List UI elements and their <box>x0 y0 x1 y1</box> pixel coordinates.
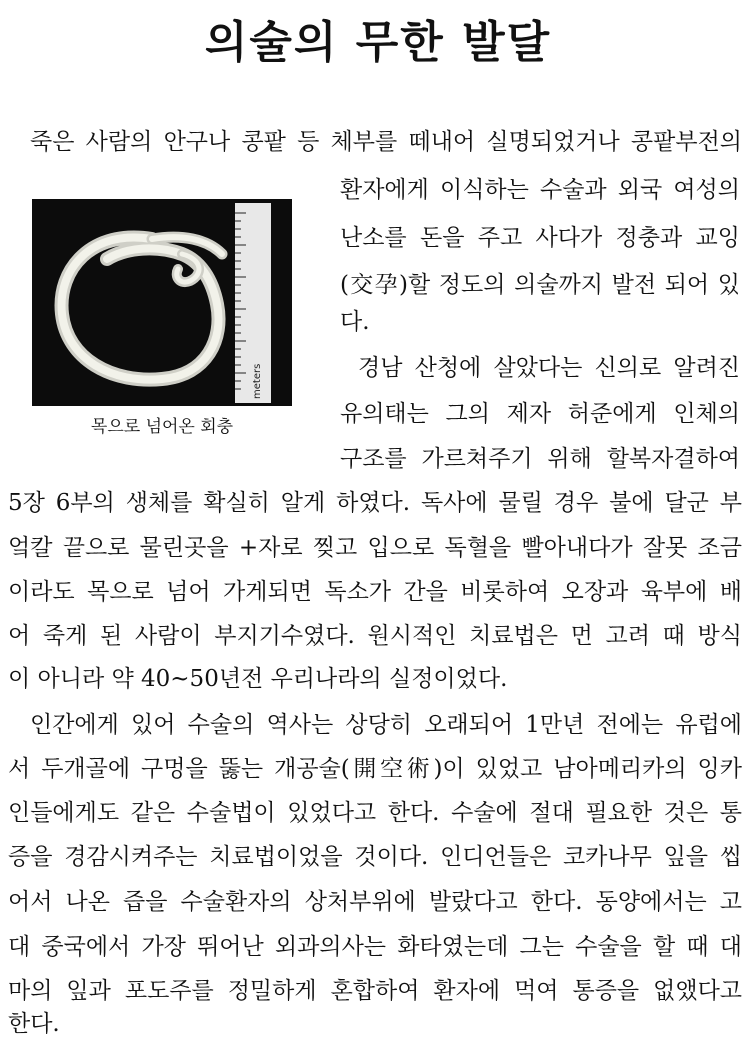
text-line: 인들에게도 같은 수술법이 있었다고 한다. 수술에 절대 필요한 것은 통 <box>8 800 742 826</box>
text-line: 증을 경감시켜주는 치료법이었을 것이다. 인디언들은 코카나무 잎을 씹 <box>8 844 742 870</box>
text-line: 어서 나온 즙을 수술환자의 상처부위에 발랐다고 한다. 동양에서는 고 <box>8 889 742 915</box>
text-line: 서 두개골에 구멍을 뚫는 개공술(開空術)이 있었고 남아메리카의 잉카 <box>8 756 742 782</box>
text-line: 환자에게 이식하는 수술과 외국 여성의 <box>340 177 740 203</box>
text-line: 구조를 가르쳐주기 위해 할복자결하여 <box>340 446 740 472</box>
text-line: 유의태는 그의 제자 허준에게 인체의 <box>340 401 740 427</box>
text-line: 5장 6부의 생체를 확실히 알게 하였다. 독사에 물릴 경우 불에 달군 부 <box>8 490 742 516</box>
text-line: 엌칼 끝으로 물린곳을 +자로 찢고 입으로 독혈을 빨아내다가 잘못 조금 <box>8 535 742 561</box>
text-line: 대 중국에서 가장 뛰어난 외과의사는 화타였는데 그는 수술을 할 때 대 <box>8 934 742 960</box>
text-line: 한다. <box>8 1011 60 1037</box>
roundworm-photo <box>32 199 292 406</box>
roundworm-illustration <box>32 199 292 406</box>
ruler-label: meters <box>252 363 263 399</box>
text-line: 다. <box>340 309 370 335</box>
text-line: 인간에게 있어 수술의 역사는 상당히 오래되어 1만년 전에는 유럽에 <box>30 712 742 738</box>
text-line: (交孕)할 정도의 의술까지 발전 되어 있 <box>340 272 740 298</box>
page-title: 의술의 무한 발달 <box>204 17 552 68</box>
text-line: 이라도 목으로 넘어 가게되면 독소가 간을 비롯하여 오장과 육부에 배 <box>8 579 742 605</box>
text-line: 이 아니라 약 40~50년전 우리나라의 실정이었다. <box>8 666 508 692</box>
text-line: 죽은 사람의 안구나 콩팥 등 체부를 떼내어 실명되었거나 콩팥부전의 <box>30 129 742 155</box>
text-line: 난소를 돈을 주고 사다가 정충과 교잉 <box>340 225 740 251</box>
text-line: 경남 산청에 살았다는 신의로 알려진 <box>358 355 740 381</box>
ruler <box>235 203 271 403</box>
text-line: 어 죽게 된 사람이 부지기수였다. 원시적인 치료법은 먼 고려 때 방식 <box>8 623 742 649</box>
text-line: 마의 잎과 포도주를 정밀하게 혼합하여 환자에 먹여 통증을 없앴다고 <box>8 978 742 1004</box>
figure-caption: 목으로 넘어온 회충 <box>90 417 234 437</box>
